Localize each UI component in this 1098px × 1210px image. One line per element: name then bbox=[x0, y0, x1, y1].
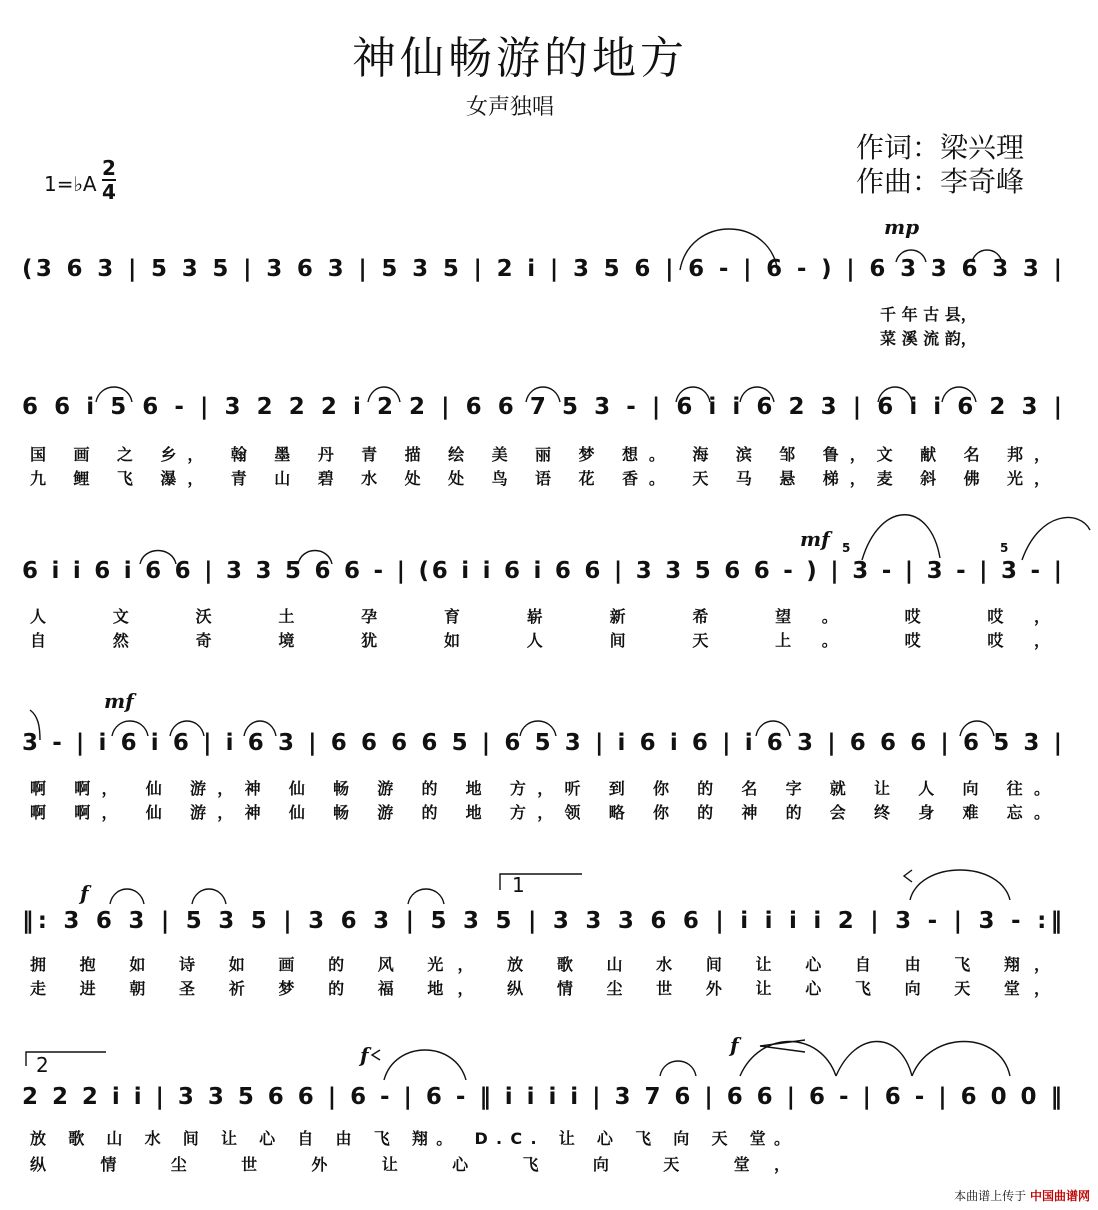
notation-line: (3 6 3 | 5 3 5 | 3 6 3 | 5 3 5 | 2 i | 3 5 6 | 6 - | 6 - ) | 6 3 3 6 3 3 | bbox=[22, 256, 1063, 282]
dynamics-layer bbox=[36, 215, 1008, 1077]
lyric-line: 啊 啊， 仙 游，神 仙 畅 游 的 地 方，领 略 你 的 神 的 会 终 身 难 忘。 bbox=[30, 803, 1050, 822]
system-row bbox=[22, 558, 1062, 651]
lyric-line: 啊 啊， 仙 游，神 仙 畅 游 的 地 方，听 到 你 的 名 字 就 让 人 向 往。 bbox=[30, 779, 1050, 798]
grace-note: 5 bbox=[842, 541, 851, 555]
time-sig-numerator: 2 bbox=[102, 156, 116, 180]
time-signature bbox=[102, 158, 116, 202]
key-signature: 1=♭A bbox=[44, 172, 97, 196]
notation-layer bbox=[22, 256, 1062, 1175]
lyric-line: 千 年 古 县， bbox=[880, 305, 977, 324]
song-subtitle: 女声独唱 bbox=[465, 95, 554, 120]
lyric-line: 拥 抱 如 诗 如 画 的 风 光， 放 歌 山 水 间 让 心 自 由 飞 翔， bbox=[30, 955, 1051, 974]
lyric-line: 国 画 之 乡， 翰 墨 丹 青 描 绘 美 丽 梦 想。 海 滨 邹 鲁，文 献 名 邦， bbox=[30, 445, 1050, 464]
dynamic-marking: mp bbox=[884, 215, 920, 239]
dynamic-marking: mf bbox=[104, 689, 134, 713]
composer-credit: 作曲：李奇峰 bbox=[856, 165, 1025, 198]
lyric-line: 人 文 沃 土 孕 育 崭 新 希 望。 哎 哎， bbox=[30, 607, 1050, 626]
volta-1: 1 bbox=[512, 873, 525, 897]
lyricist-credit: 作词：梁兴理 bbox=[856, 131, 1025, 164]
notation-line: 6 6 i 5 6 - | 3 2 2 2 i 2 2 | 6 6 7 5 3 - | 6 i i 6 2 3 | 6 i i 6 2 3 | bbox=[22, 394, 1063, 420]
dynamic-marking: f bbox=[80, 881, 89, 905]
lyric-line: 纵 情 尘 世 外 让 心 飞 向 天 堂， bbox=[30, 1155, 791, 1174]
notation-line: 3 - | i 6 i 6 | i 6 3 | 6 6 6 6 5 | 6 5 3 | i 6 i 6 | i 6 3 | 6 6 6 | 6 5 3 | bbox=[22, 730, 1062, 756]
lyric-line: 自 然 奇 境 犹 如 人 间 天 上。 哎 哎， bbox=[30, 631, 1050, 650]
notation-line: ‖: 3 6 3 | 5 3 5 | 3 6 3 | 5 3 5 | 3 3 3 6 6 | i i i i 2 | 3 - | 3 - :‖ bbox=[22, 908, 1063, 934]
grace-note: 5 bbox=[1000, 541, 1009, 555]
lyric-line: 放 歌 山 水 间 让 心 自 由 飞 翔。 D.C. 让 心 飞 向 天 堂。 bbox=[30, 1129, 791, 1148]
dynamic-marking: f bbox=[360, 1043, 369, 1067]
footer-prefix: 本曲谱上传于 bbox=[954, 1189, 1027, 1203]
dynamic-marking: mf bbox=[800, 527, 830, 551]
song-title: 神仙畅游的地方 bbox=[352, 33, 688, 84]
footer-site: 中国曲谱网 bbox=[1029, 1189, 1090, 1203]
system-row bbox=[22, 1084, 1062, 1175]
lyric-line: 九 鲤 飞 瀑， 青 山 碧 水 处 处 鸟 语 花 香。 天 马 悬 梯，麦 斜 佛 光， bbox=[30, 469, 1050, 488]
notation-line: 6 i i 6 i 6 6 | 3 3 5 6 6 - | (6 i i 6 i 6 6 | 3 3 5 6 6 - ) | 3 - | 3 - | 3 - | bbox=[22, 558, 1063, 584]
system-row bbox=[22, 730, 1062, 823]
time-sig-denominator: 4 bbox=[102, 180, 116, 204]
slur-layer bbox=[26, 229, 1090, 1080]
dynamic-marking: f bbox=[730, 1033, 739, 1057]
system-row bbox=[22, 908, 1062, 999]
volta-2: 2 bbox=[36, 1053, 49, 1077]
notation-line: 2 2 2 i i | 3 3 5 6 6 | 6 - | 6 - ‖ i i i i | 3 7 6 | 6 6 | 6 - | 6 - | 6 0 0 ‖ bbox=[22, 1084, 1063, 1110]
lyric-line: 走 进 朝 圣 祈 梦 的 福 地， 纵 情 尘 世 外 让 心 飞 向 天 堂， bbox=[30, 979, 1051, 998]
system-row bbox=[22, 256, 1062, 349]
source-footer bbox=[954, 1187, 1090, 1204]
lyric-line: 菜 溪 流 韵， bbox=[880, 329, 977, 348]
system-row bbox=[22, 394, 1062, 489]
